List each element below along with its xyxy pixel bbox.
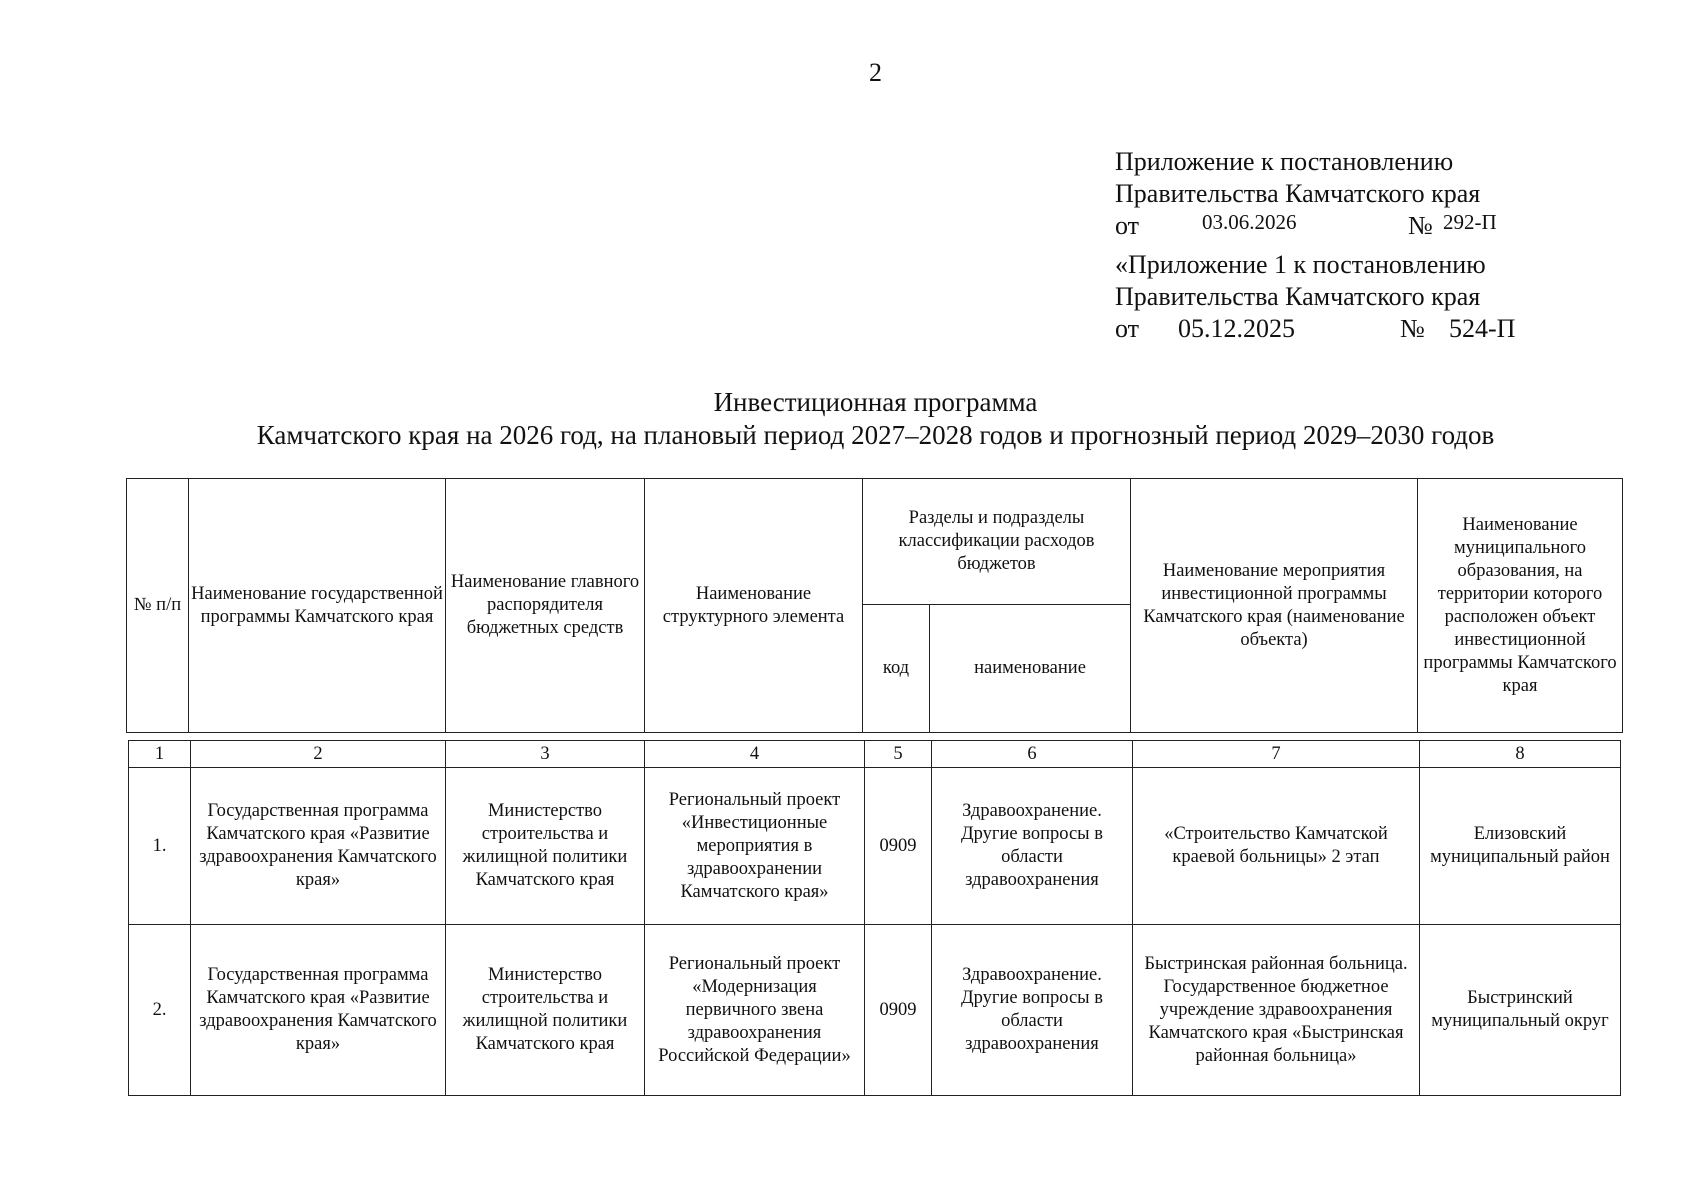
header-municipality: Наименование муниципального образования, на территории которого расположен объект инвестиционной программы Камчатского края <box>1418 479 1623 733</box>
column-number: 3 <box>446 741 645 768</box>
appendix-current-line2: Правительства Камчатского края <box>1115 179 1481 208</box>
header-distributor: Наименование главного распорядителя бюджетных средств <box>446 479 645 733</box>
header-table <box>126 478 1623 733</box>
column-number: 5 <box>865 741 932 768</box>
column-number: 1 <box>129 741 191 768</box>
column-number: 2 <box>191 741 446 768</box>
header-name: наименование <box>930 605 1131 733</box>
column-number: 6 <box>932 741 1133 768</box>
row-event: Быстринская районная больница. Государственное бюджетное учреждение здравоохранения Камчатского края «Быстринская районная больница» <box>1133 925 1420 1096</box>
row-num: 1. <box>129 768 191 925</box>
header-element: Наименование структурного элемента <box>645 479 863 733</box>
appendix-previous-line1: «Приложение 1 к постановлению <box>1115 250 1486 279</box>
header-code: код <box>863 605 930 733</box>
column-number: 4 <box>645 741 865 768</box>
appendix-current <box>1115 146 1497 242</box>
row-code: 0909 <box>865 925 932 1096</box>
column-number-row <box>129 741 1621 768</box>
table-row <box>129 925 1621 1096</box>
appendix-current-number-label: № <box>1408 211 1433 240</box>
appendix-previous-number-label: № <box>1400 314 1425 343</box>
document-title <box>0 386 1697 452</box>
header-event: Наименование мероприятия инвестиционной программы Камчатского края (наименование объекта) <box>1131 479 1418 733</box>
header-sections: Разделы и подразделы классификации расходов бюджетов <box>863 479 1131 605</box>
row-num: 2. <box>129 925 191 1096</box>
row-section-name: Здравоохранение. Другие вопросы в области здравоохранения <box>932 925 1133 1096</box>
page-number: 2 <box>869 58 882 87</box>
appendix-previous-line2: Правительства Камчатского края <box>1115 282 1481 311</box>
appendix-previous-date: 05.12.2025 <box>1178 314 1295 343</box>
appendix-current-number: 292-П <box>1443 210 1497 234</box>
row-code: 0909 <box>865 768 932 925</box>
appendix-previous-date-row <box>1115 313 1516 345</box>
appendix-current-from-label: от <box>1115 211 1140 240</box>
row-distributor: Министерство строительства и жилищной политики Камчатского края <box>446 925 645 1096</box>
column-number: 8 <box>1420 741 1621 768</box>
row-element: Региональный проект «Модернизация первичного звена здравоохранения Российской Федерации» <box>645 925 865 1096</box>
row-municipality: Елизовский муниципальный район <box>1420 768 1621 925</box>
row-distributor: Министерство строительства и жилищной политики Камчатского края <box>446 768 645 925</box>
row-program: Государственная программа Камчатского края «Развитие здравоохранения Камчатского края» <box>191 768 446 925</box>
appendix-current-line1: Приложение к постановлению <box>1115 147 1454 176</box>
column-number: 7 <box>1133 741 1420 768</box>
title-line1: Инвестиционная программа <box>713 387 1038 417</box>
row-section-name: Здравоохранение. Другие вопросы в области здравоохранения <box>932 768 1133 925</box>
appendix-previous-number: 524-П <box>1449 314 1516 343</box>
row-element: Региональный проект «Инвестиционные мероприятия в здравоохранении Камчатского края» <box>645 768 865 925</box>
header-program: Наименование государственной программы Камчатского края <box>189 479 446 733</box>
appendix-current-date: 03.06.2026 <box>1202 210 1297 234</box>
appendix-current-date-row <box>1115 210 1497 242</box>
table-row <box>129 768 1621 925</box>
appendix-previous-from-label: от <box>1115 314 1140 343</box>
appendix-previous <box>1115 249 1516 345</box>
title-line2: Камчатского края на 2026 год, на плановый период 2027–2028 годов и прогнозный период 2029–2030 годов <box>256 420 1495 450</box>
row-program: Государственная программа Камчатского края «Развитие здравоохранения Камчатского края» <box>191 925 446 1096</box>
row-event: «Строительство Камчатской краевой больницы» 2 этап <box>1133 768 1420 925</box>
row-municipality: Быстринский муниципальный округ <box>1420 925 1621 1096</box>
data-table <box>128 740 1621 1096</box>
header-num: № п/п <box>127 479 189 733</box>
